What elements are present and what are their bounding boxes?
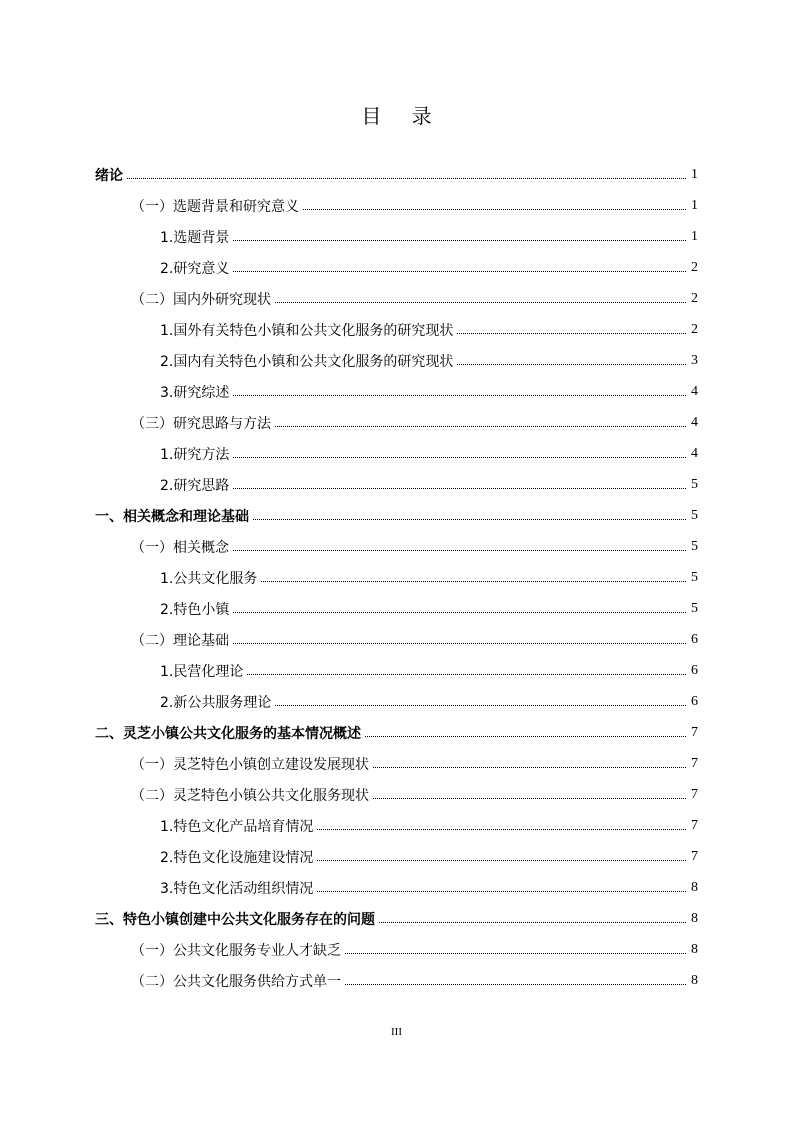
toc-entry-title: 1.公共文化服务	[160, 570, 258, 587]
toc-entry-title: 2.国内有关特色小镇和公共文化服务的研究现状	[160, 353, 454, 370]
toc-leader-dots	[127, 178, 686, 179]
toc-entry-page: 2	[691, 259, 698, 275]
toc-leader-dots	[275, 426, 686, 427]
toc-entry-title: （二）国内外研究现状	[131, 291, 271, 308]
toc-entry-title: 2.特色小镇	[160, 601, 230, 618]
toc-entry[interactable]	[95, 686, 698, 717]
toc-entry[interactable]	[95, 779, 698, 810]
toc-entry-page: 5	[691, 538, 698, 554]
toc-entry-page: 6	[691, 662, 698, 678]
toc-entry-title: （一）公共文化服务专业人才缺乏	[131, 942, 341, 959]
toc-entry-title: 3.研究综述	[160, 384, 230, 401]
toc-entry-title: 2.新公共服务理论	[160, 694, 272, 711]
toc-entry[interactable]	[95, 500, 698, 531]
toc-entry-title: 1.民营化理论	[160, 663, 244, 680]
toc-leader-dots	[233, 488, 686, 489]
toc-entry-page: 1	[691, 197, 698, 213]
toc-leader-dots	[303, 209, 686, 210]
toc-leader-dots	[379, 922, 686, 923]
toc-entry[interactable]	[95, 190, 698, 221]
toc-entry-page: 5	[691, 600, 698, 616]
toc-entry-page: 5	[691, 507, 698, 523]
toc-entry[interactable]	[95, 965, 698, 996]
toc-leader-dots	[345, 984, 686, 985]
toc-entry-title: （三）研究思路与方法	[131, 415, 271, 432]
toc-leader-dots	[317, 891, 686, 892]
toc-entry[interactable]	[95, 903, 698, 934]
toc-entry[interactable]	[95, 655, 698, 686]
toc-entry-title: 一、相关概念和理论基础	[95, 508, 249, 525]
toc-leader-dots	[261, 581, 686, 582]
toc-entry[interactable]	[95, 314, 698, 345]
toc-entry-page: 2	[691, 321, 698, 337]
toc-entry-page: 1	[691, 166, 698, 182]
toc-entry[interactable]	[95, 283, 698, 314]
toc-leader-dots	[275, 302, 686, 303]
toc-leader-dots	[345, 953, 686, 954]
toc-entry-page: 4	[691, 414, 698, 430]
toc-entry-title: 2.研究思路	[160, 477, 230, 494]
toc-entry-page: 5	[691, 476, 698, 492]
toc-entry[interactable]	[95, 159, 698, 190]
toc-leader-dots	[457, 364, 686, 365]
toc-entry-title: （二）公共文化服务供给方式单一	[131, 973, 341, 990]
toc-leader-dots	[233, 240, 686, 241]
toc-entry[interactable]	[95, 562, 698, 593]
toc-entry-title: 1.特色文化产品培育情况	[160, 818, 314, 835]
toc-entry-title: 2.研究意义	[160, 260, 230, 277]
toc-leader-dots	[233, 457, 686, 458]
toc-entry-page: 7	[691, 724, 698, 740]
toc-entry-title: （一）相关概念	[131, 539, 229, 556]
toc-entry-page: 7	[691, 755, 698, 771]
toc-entry[interactable]	[95, 469, 698, 500]
toc-entry-title: 1.选题背景	[160, 229, 230, 246]
toc-leader-dots	[317, 829, 686, 830]
toc-leader-dots	[373, 798, 686, 799]
toc-entry[interactable]	[95, 531, 698, 562]
toc-entry-page: 7	[691, 848, 698, 864]
toc-leader-dots	[233, 643, 686, 644]
toc-entry-title: （一）选题背景和研究意义	[131, 198, 299, 215]
toc-entry-page: 8	[691, 910, 698, 926]
toc-leader-dots	[247, 674, 686, 675]
toc-leader-dots	[233, 271, 686, 272]
toc-leader-dots	[365, 736, 686, 737]
toc-entry-page: 3	[691, 352, 698, 368]
toc-entry[interactable]	[95, 810, 698, 841]
toc-entry-title: 绪论	[95, 167, 123, 184]
toc-entry-title: 2.特色文化设施建设情况	[160, 849, 314, 866]
toc-entry[interactable]	[95, 717, 698, 748]
toc-entry-page: 6	[691, 693, 698, 709]
toc-entry[interactable]	[95, 221, 698, 252]
toc-entry-page: 6	[691, 631, 698, 647]
toc-entry[interactable]	[95, 624, 698, 655]
toc-entry-page: 8	[691, 972, 698, 988]
toc-entry[interactable]	[95, 407, 698, 438]
toc-entry-page: 1	[691, 228, 698, 244]
toc-entry-title: 3.特色文化活动组织情况	[160, 880, 314, 897]
toc-entry[interactable]	[95, 748, 698, 779]
toc-entry-title: （二）灵芝特色小镇公共文化服务现状	[131, 787, 369, 804]
toc-leader-dots	[457, 333, 686, 334]
toc-entry-page: 4	[691, 445, 698, 461]
toc-entry[interactable]	[95, 376, 698, 407]
toc-entry-title: 二、灵芝小镇公共文化服务的基本情况概述	[95, 725, 361, 742]
toc-leader-dots	[317, 860, 686, 861]
toc-entry-page: 8	[691, 941, 698, 957]
toc-leader-dots	[253, 519, 686, 520]
toc-leader-dots	[233, 550, 686, 551]
toc-entry[interactable]	[95, 841, 698, 872]
toc-entry[interactable]	[95, 438, 698, 469]
toc-entry[interactable]	[95, 345, 698, 376]
toc-entry[interactable]	[95, 872, 698, 903]
toc-entry-title: （二）理论基础	[131, 632, 229, 649]
toc-entry-page: 7	[691, 817, 698, 833]
toc-entry-title: 1.研究方法	[160, 446, 230, 463]
toc-entry-page: 4	[691, 383, 698, 399]
toc-leader-dots	[373, 767, 686, 768]
toc-entry[interactable]	[95, 934, 698, 965]
toc-entry-page: 7	[691, 786, 698, 802]
toc-entry-page: 2	[691, 290, 698, 306]
toc-entry-title: 三、特色小镇创建中公共文化服务存在的问题	[95, 911, 375, 928]
toc-entry-page: 5	[691, 569, 698, 585]
page-title: 目 录	[361, 104, 444, 128]
toc-leader-dots	[233, 612, 686, 613]
toc-entry-page: 8	[691, 879, 698, 895]
toc-leader-dots	[233, 395, 686, 396]
toc-leader-dots	[275, 705, 686, 706]
toc-entry[interactable]	[95, 252, 698, 283]
toc-entry-title: 1.国外有关特色小镇和公共文化服务的研究现状	[160, 322, 454, 339]
toc-entry[interactable]	[95, 593, 698, 624]
page-number-footer: III	[391, 1026, 402, 1038]
table-of-contents	[95, 159, 698, 996]
toc-entry-title: （一）灵芝特色小镇创立建设发展现状	[131, 756, 369, 773]
